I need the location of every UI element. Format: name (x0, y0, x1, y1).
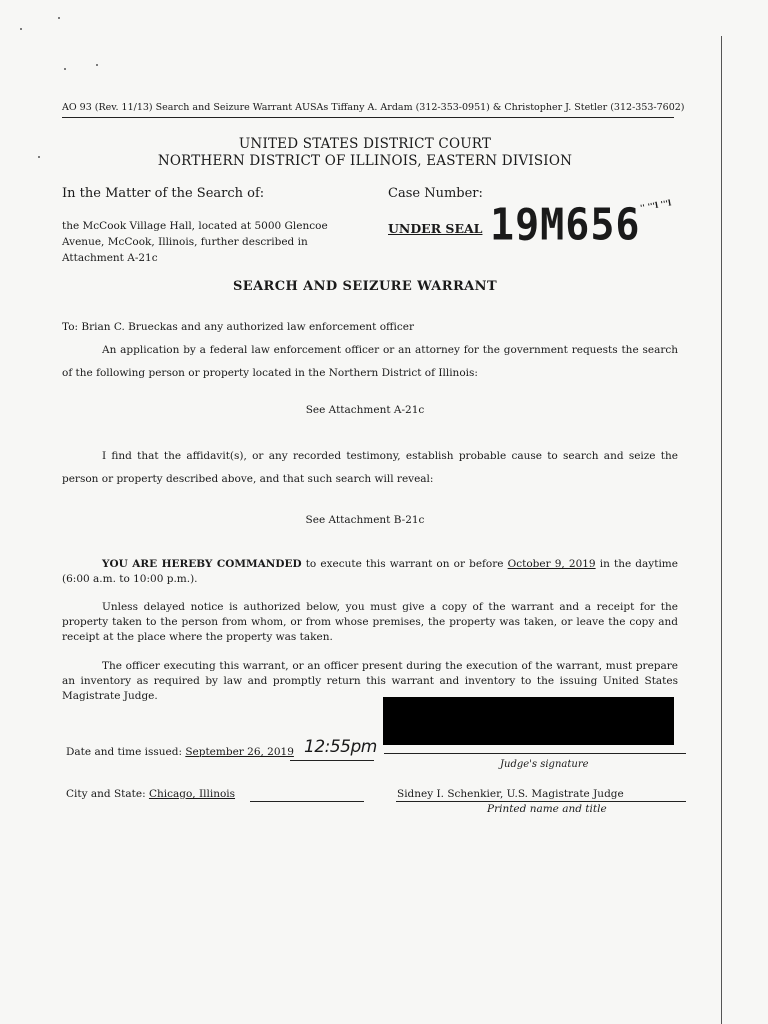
case-number-label: Case Number: (388, 186, 483, 201)
scan-speck (96, 64, 98, 66)
attachment-a-reference: See Attachment A-21c (305, 404, 425, 416)
header-rule (62, 117, 674, 118)
city-state-label: City and State: (66, 788, 149, 800)
inventory-paragraph: The officer executing this warrant, or an officer present during the execution of the warrant, must prepare an inventory as required by law and promptly return this warrant and inventory to the issuing United States Magistrate Judge. (62, 660, 678, 702)
premises-description: the McCook Village Hall, located at 5000 Glencoe Avenue, McCook, Illinois, further described in Attachment A-21c (62, 220, 328, 264)
court-name: UNITED STATES DISTRICT COURT (238, 136, 492, 152)
date-issued-value: September 26, 2019 (185, 746, 294, 758)
judge-caption: Printed name and title (487, 803, 607, 815)
finding-paragraph: I find that the affidavit(s), or any recorded testimony, establish probable cause to search and seize the person or property described above, and that such search will reveal: (62, 450, 678, 485)
redacted-signature (383, 697, 674, 745)
signature-rule (384, 753, 686, 754)
scan-speck (58, 17, 60, 19)
court-district: NORTHERN DISTRICT OF ILLINOIS, EASTERN DIVISION (157, 153, 573, 169)
city-state-value: Chicago, Illinois (148, 788, 236, 800)
scan-edge-line (721, 36, 722, 1024)
scan-speck (64, 68, 66, 70)
city-state-row (66, 788, 235, 800)
under-seal-label: UNDER SEAL (388, 221, 483, 236)
command-paragraph (62, 557, 678, 587)
judge-rule (396, 801, 686, 802)
judge-name: Sidney I. Schenkier, U.S. Magistrate Judge (397, 788, 624, 800)
attachment-b-reference: See Attachment B-21c (305, 514, 425, 526)
matter-label: In the Matter of the Search of: (62, 186, 265, 201)
signature-caption: Judge's signature (500, 759, 589, 770)
to-line: To: Brian C. Brueckas and any authorized law enforcement officer (62, 321, 414, 333)
time-rule (290, 760, 374, 761)
document-title: SEARCH AND SEIZURE WARRANT (232, 279, 498, 294)
scan-speck (20, 28, 22, 30)
form-header: AO 93 (Rev. 11/13) Search and Seizure Warrant AUSAs Tiffany A. Ardam (312-353-0951) & Christopher J. Stetler (312-353-7602) (62, 102, 685, 113)
city-rule (250, 801, 364, 802)
application-paragraph: An application by a federal law enforcement officer or an attorney for the government requests the search of the following person or property located in the Northern District of Illinois: (62, 344, 678, 379)
command-text-end: in the daytime (6:00 a.m. to 10:00 p.m.). (62, 558, 678, 585)
date-issued-row (66, 746, 294, 758)
notice-paragraph: Unless delayed notice is authorized below, you must give a copy of the warrant and a receipt for the property taken to the person from whom, or from whose premises, the property was taken, or leave the copy and receipt at the place where the property was taken. (62, 601, 678, 643)
command-text: to execute this warrant on or before (301, 558, 508, 570)
stamp-mark: '' '''l '''l (639, 197, 672, 213)
command-lead: YOU ARE HEREBY COMMANDED (102, 558, 302, 570)
command-date: October 9, 2019 (507, 558, 596, 570)
handwritten-time: 12:55pm (304, 737, 377, 757)
case-number: 19M656 (490, 200, 641, 251)
date-issued-label: Date and time issued: (66, 746, 186, 758)
